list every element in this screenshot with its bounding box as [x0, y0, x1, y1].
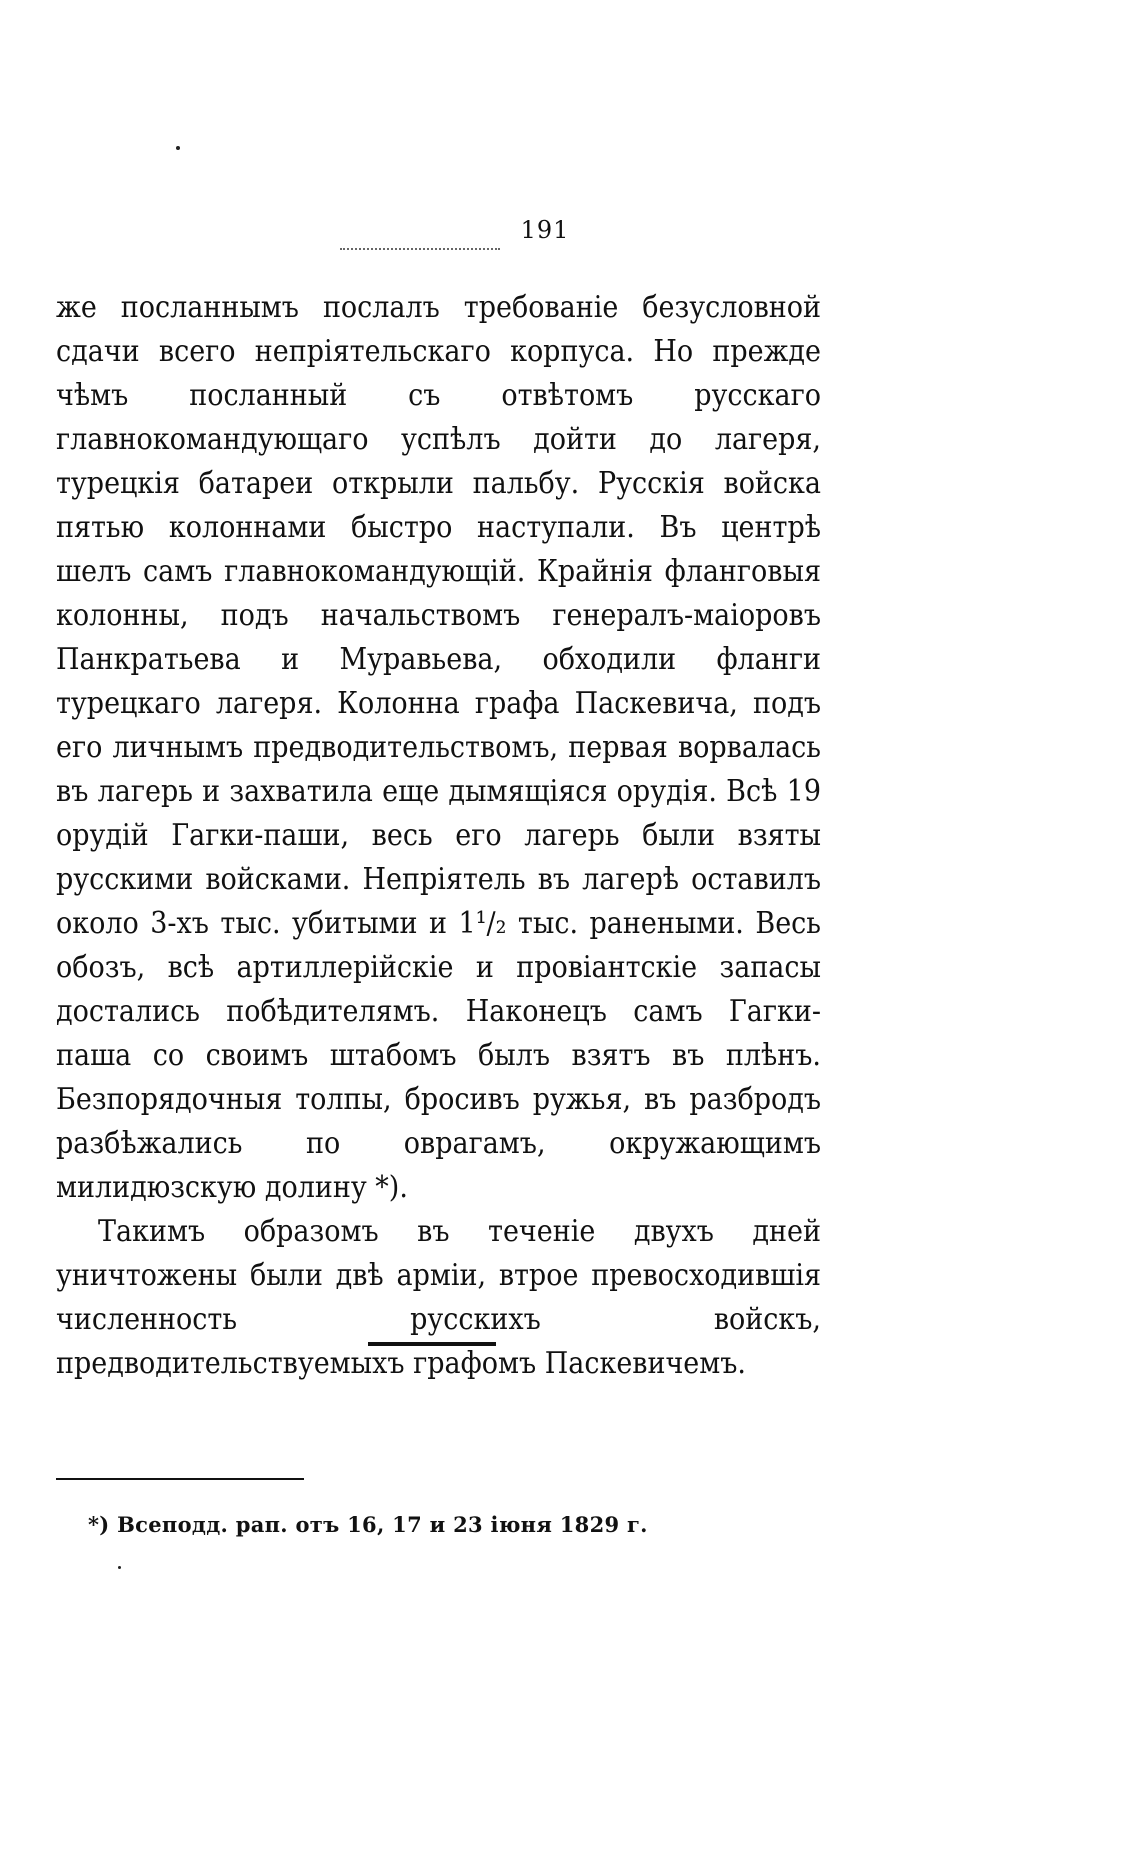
- section-divider: [368, 1342, 496, 1346]
- paper-speck: [118, 1566, 121, 1569]
- footnote-divider: [56, 1478, 304, 1480]
- paragraph-1: же посланнымъ послалъ требованіе безусловной сдачи всего непріятельскаго корпуса. Но прежде чѣмъ посланный съ отвѣтомъ русскаго главнокомандующаго успѣлъ дойти до лагеря, турецкія батареи открыли пальбу. Русскія войска пятью колоннами быстро наступали. Въ центрѣ шелъ самъ главнокомандующій. Крайнія фланговыя колонны, подъ начальствомъ генералъ-маіоровъ Панкратьева и Муравьева, обходили фланги турецкаго лагеря. Колонна графа Паскевича, подъ его личнымъ предводительствомъ, первая ворвалась въ лагерь и захватила еще дымящіяся орудія. Всѣ 19 орудій Гагки-паши, весь его лагерь были взяты русскими войсками. Непріятель въ лагерѣ оставилъ около 3-хъ тыс. убитыми и 1¹/₂ тыс. ранеными. Весь обозъ, всѣ артиллерійскіе и провіантскіе запасы достались побѣдителямъ. Наконецъ самъ Гагки-паша со своимъ штабомъ былъ взятъ въ плѣнъ. Безпорядочныя толпы, бросивъ ружья, въ разбродъ разбѣжались по оврагамъ, окружающимъ милидюзскую долину *).: [56, 290, 821, 1205]
- main-text: [56, 286, 821, 1386]
- paper-speck: [176, 146, 180, 150]
- footnote: *) Всеподд. рап. отъ 16, 17 и 23 іюня 1829 г.: [88, 1512, 648, 1537]
- paragraph-2: Такимъ образомъ въ теченіе двухъ дней уничтожены были двѣ арміи, втрое превосходившія численность русскихъ войскъ, предводительствуемыхъ графомъ Паскевичемъ.: [56, 1214, 821, 1381]
- header-ornament: [340, 248, 500, 254]
- page-number: 191: [520, 216, 570, 244]
